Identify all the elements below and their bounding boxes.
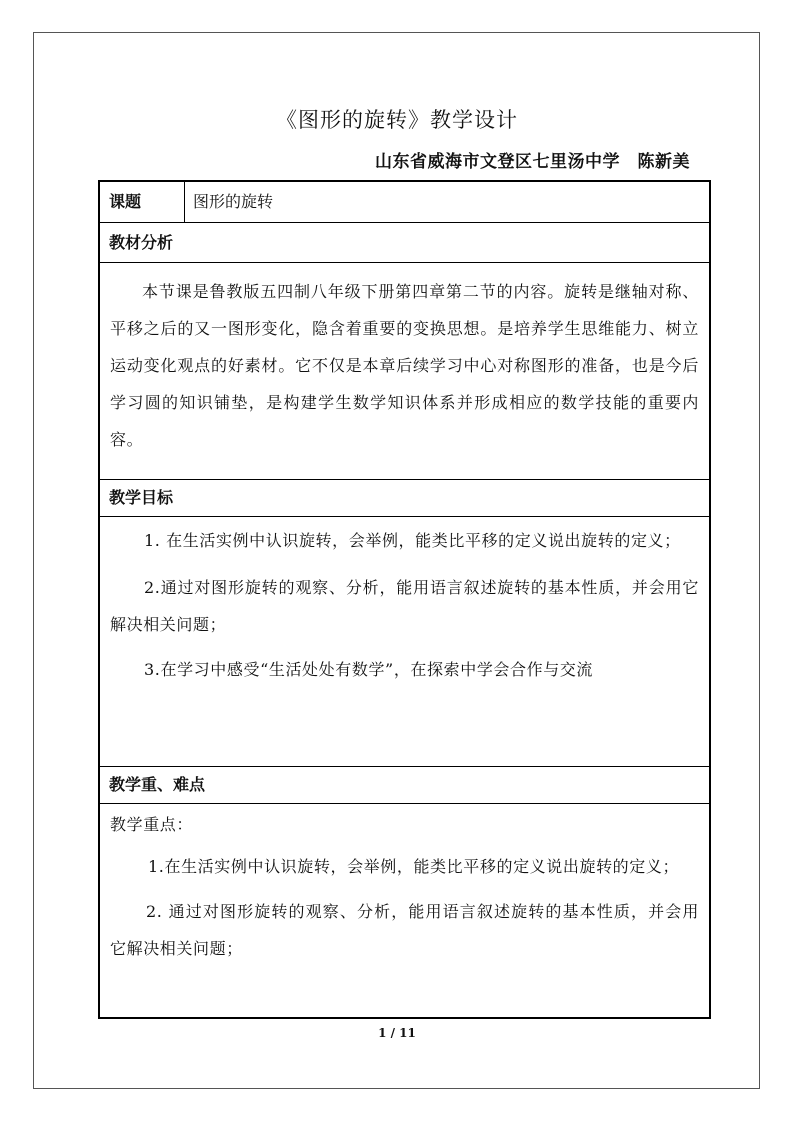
key-point-item: 1.在生活实例中认识旋转，会举例，能类比平移的定义说出旋转的定义； [148, 857, 680, 876]
objectives-heading: 教学目标 [109, 488, 174, 507]
document-author: 山东省威海市文登区七里汤中学 陈新美 [375, 152, 690, 172]
topic-value: 图形的旋转 [193, 192, 274, 211]
key-points-body-row [100, 804, 709, 1019]
objectives-heading-row [100, 480, 709, 517]
document-title: 《图形的旋转》教学设计 [276, 108, 518, 132]
page-number: 1 / 11 [378, 1026, 416, 1040]
analysis-body-row [100, 263, 709, 480]
key-points-heading: 教学重、难点 [109, 775, 206, 794]
objective-item: 2.通过对图形旋转的观察、分析，能用语言叙述旋转的基本性质，并会用它解决相关问题； [110, 578, 699, 634]
topic-row [100, 182, 709, 223]
lesson-plan-table [98, 180, 711, 1019]
key-points-heading-row [100, 767, 709, 804]
analysis-heading: 教材分析 [109, 233, 174, 252]
topic-label: 课题 [100, 182, 185, 222]
key-point-item: 2. 通过对图形旋转的观察、分析，能用语言叙述旋转的基本性质，并会用它解决相关问题； [110, 902, 699, 958]
analysis-heading-row [100, 223, 709, 263]
analysis-text: 本节课是鲁教版五四制八年级下册第四章第二节的内容。旋转是继轴对称、平移之后的又一图形变化，隐含着重要的变换思想。是培养学生思维能力、树立运动变化观点的好素材。它不仅是本章后续学习中心对称图形的准备，也是今后学习圆的知识铺垫，是构建学生数学知识体系并形成相应的数学技能的重要内容。 [110, 282, 699, 449]
key-points-subheading: 教学重点： [110, 815, 194, 834]
objective-item: 1. 在生活实例中认识旋转，会举例，能类比平移的定义说出旋转的定义； [144, 531, 681, 550]
objective-item: 3.在学习中感受“生活处处有数学”，在探索中学会合作与交流 [144, 660, 594, 679]
objectives-body-row [100, 517, 709, 767]
